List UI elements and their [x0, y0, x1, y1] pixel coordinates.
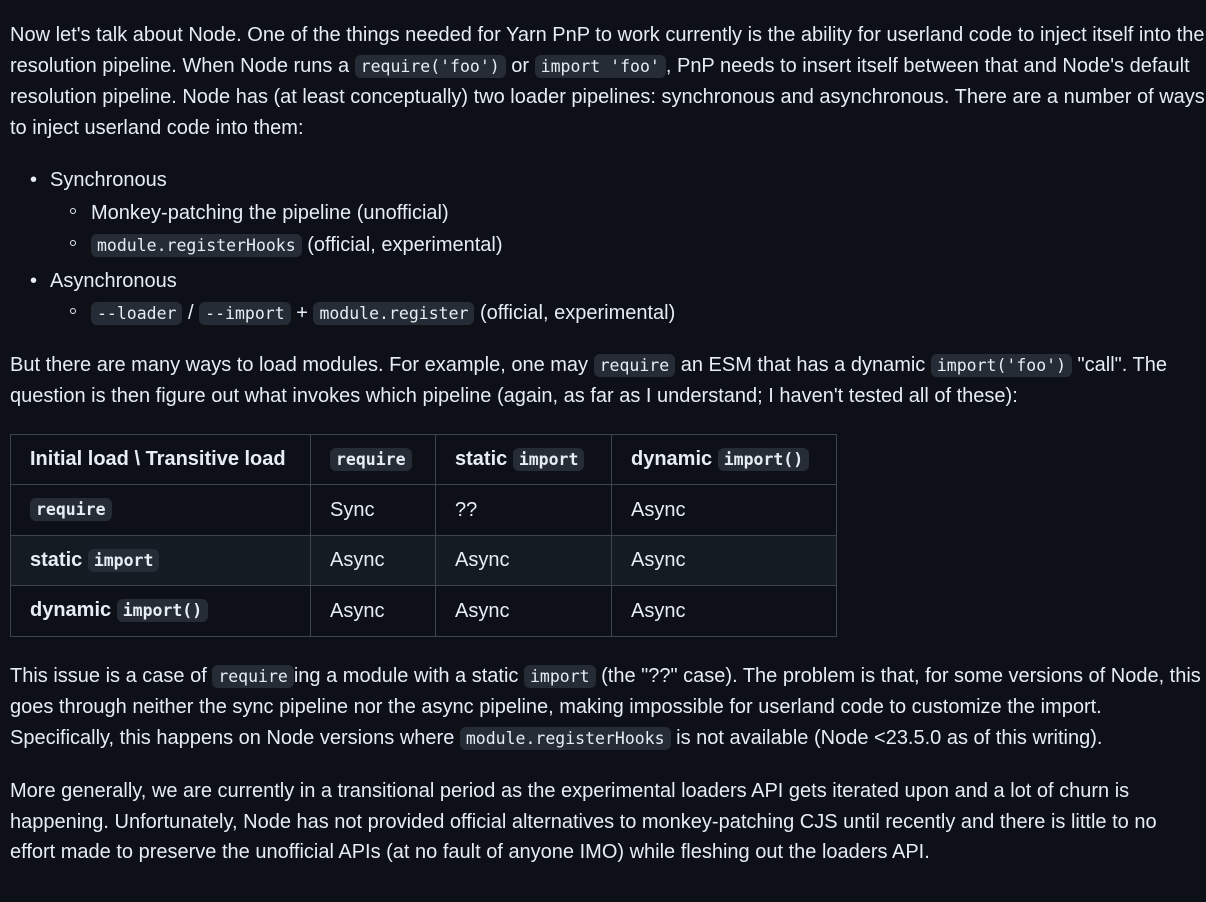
- list-item-label: Asynchronous: [50, 269, 177, 292]
- table-cell: Async: [612, 586, 837, 637]
- modules-paragraph: [10, 350, 1206, 412]
- table-cell: Async: [311, 535, 436, 586]
- inline-code-import-foo: import 'foo': [535, 55, 666, 78]
- bullet-icon: •: [30, 269, 38, 292]
- intro-text-1: Now let's talk about Node. One of the things needed for Yarn PnP to work currently is the ability for userland code to inject itself into the resolution pipeline. When Node runs a: [10, 24, 1205, 77]
- inline-code: require: [212, 665, 294, 688]
- inline-code: require: [30, 498, 112, 521]
- inline-code: module.register: [313, 302, 474, 325]
- para-text: "call". The question is then figure out what invokes which pipeline (again, as far as I understand; I haven't tested all of these):: [10, 353, 1167, 407]
- table-row: [11, 485, 837, 536]
- para-text: ing a module with a static: [293, 664, 524, 687]
- list-item-monkey-patching: [50, 198, 1206, 229]
- inline-code: module.registerHooks: [91, 234, 302, 257]
- list-item-synchronous: [10, 165, 1206, 262]
- separator-text: /: [182, 302, 200, 324]
- row-head-text: static: [30, 548, 88, 571]
- intro-text-3: , PnP needs to insert itself between that and Node's default resolution pipeline. Node has (at least conceptually) two loader pipelines: synchronous and asynchronous. There are a number of ways to inject userland code into them:: [10, 54, 1205, 139]
- para-text: This issue is a case of: [10, 664, 213, 687]
- list-item-loader-import: [50, 298, 1206, 330]
- list-item-label: Synchronous: [50, 169, 167, 191]
- intro-paragraph: [10, 20, 1206, 143]
- para-text: is not available (Node <23.5.0 as of this writing).: [670, 726, 1103, 749]
- inline-code-require-foo: require('foo'): [355, 55, 506, 78]
- circle-bullet-icon: [70, 208, 76, 214]
- table-cell: Async: [612, 535, 837, 586]
- table-cell: Async: [436, 586, 612, 637]
- table-row-head: [11, 535, 311, 586]
- table-row-head: [11, 485, 311, 536]
- table-header-row: [11, 434, 837, 485]
- table-header-cell: [11, 434, 311, 485]
- general-paragraph: [10, 776, 1206, 868]
- table-header-cell: [436, 434, 612, 485]
- table-header-cell: [612, 434, 837, 485]
- table-cell: ??: [436, 485, 612, 536]
- inline-code: module.registerHooks: [460, 727, 671, 750]
- bullet-icon: •: [30, 169, 38, 191]
- inline-code: import(): [718, 448, 809, 471]
- table-row: [11, 535, 837, 586]
- table-cell: Async: [311, 586, 436, 637]
- table-header-cell: [311, 434, 436, 485]
- para-text: an ESM that has a dynamic: [675, 353, 931, 376]
- table-row: [11, 586, 837, 637]
- comment-body: [10, 20, 1206, 868]
- list-item-asynchronous: [10, 266, 1206, 330]
- table-cell: Async: [436, 535, 612, 586]
- para-text: (the "??" case). The problem is that, for some versions of Node, this goes through neither the sync pipeline nor the async pipeline, making impossible for userland code to customize the import. Specifically, this happens on Node versions where: [10, 664, 1201, 749]
- inline-code: require: [330, 448, 412, 471]
- table-row-head: [11, 586, 311, 637]
- inline-code: import(): [117, 599, 208, 622]
- row-head-text: dynamic: [30, 599, 117, 621]
- header-text: Initial load \ Transitive load: [30, 448, 286, 470]
- header-text: dynamic: [631, 447, 718, 470]
- separator-text: +: [290, 302, 314, 324]
- list-item-label: Monkey-patching the pipeline (unofficial): [91, 201, 449, 224]
- para-text: But there are many ways to load modules. For example, one may: [10, 353, 594, 376]
- inline-code: require: [594, 354, 676, 377]
- circle-bullet-icon: [70, 240, 76, 246]
- table-cell: Sync: [311, 485, 436, 536]
- header-text: static: [455, 447, 513, 470]
- inline-code: import: [513, 448, 585, 471]
- inline-code: import: [524, 665, 596, 688]
- pipeline-table: [10, 434, 837, 637]
- list-item-label: (official, experimental): [301, 234, 503, 256]
- circle-bullet-icon: [70, 308, 76, 314]
- intro-text-2: or: [505, 54, 535, 77]
- inline-code: import: [88, 549, 160, 572]
- list-item-label: (official, experimental): [474, 302, 676, 324]
- issue-paragraph: [10, 661, 1206, 755]
- inline-code: import('foo'): [931, 354, 1072, 377]
- inline-code: --loader: [91, 302, 182, 325]
- para-text: More generally, we are currently in a transitional period as the experimental loaders API gets iterated upon and a lot of churn is happening. Unfortunately, Node has not provided official alternatives to monkey-patching CJS until recently and there is little to no effort made to preserve the unofficial APIs (at no fault of anyone IMO) while fleshing out the loaders API.: [10, 780, 1157, 863]
- loader-list: [10, 165, 1206, 330]
- list-item-register-hooks: [50, 230, 1206, 262]
- table-cell: Async: [612, 485, 837, 536]
- inline-code: --import: [199, 302, 290, 325]
